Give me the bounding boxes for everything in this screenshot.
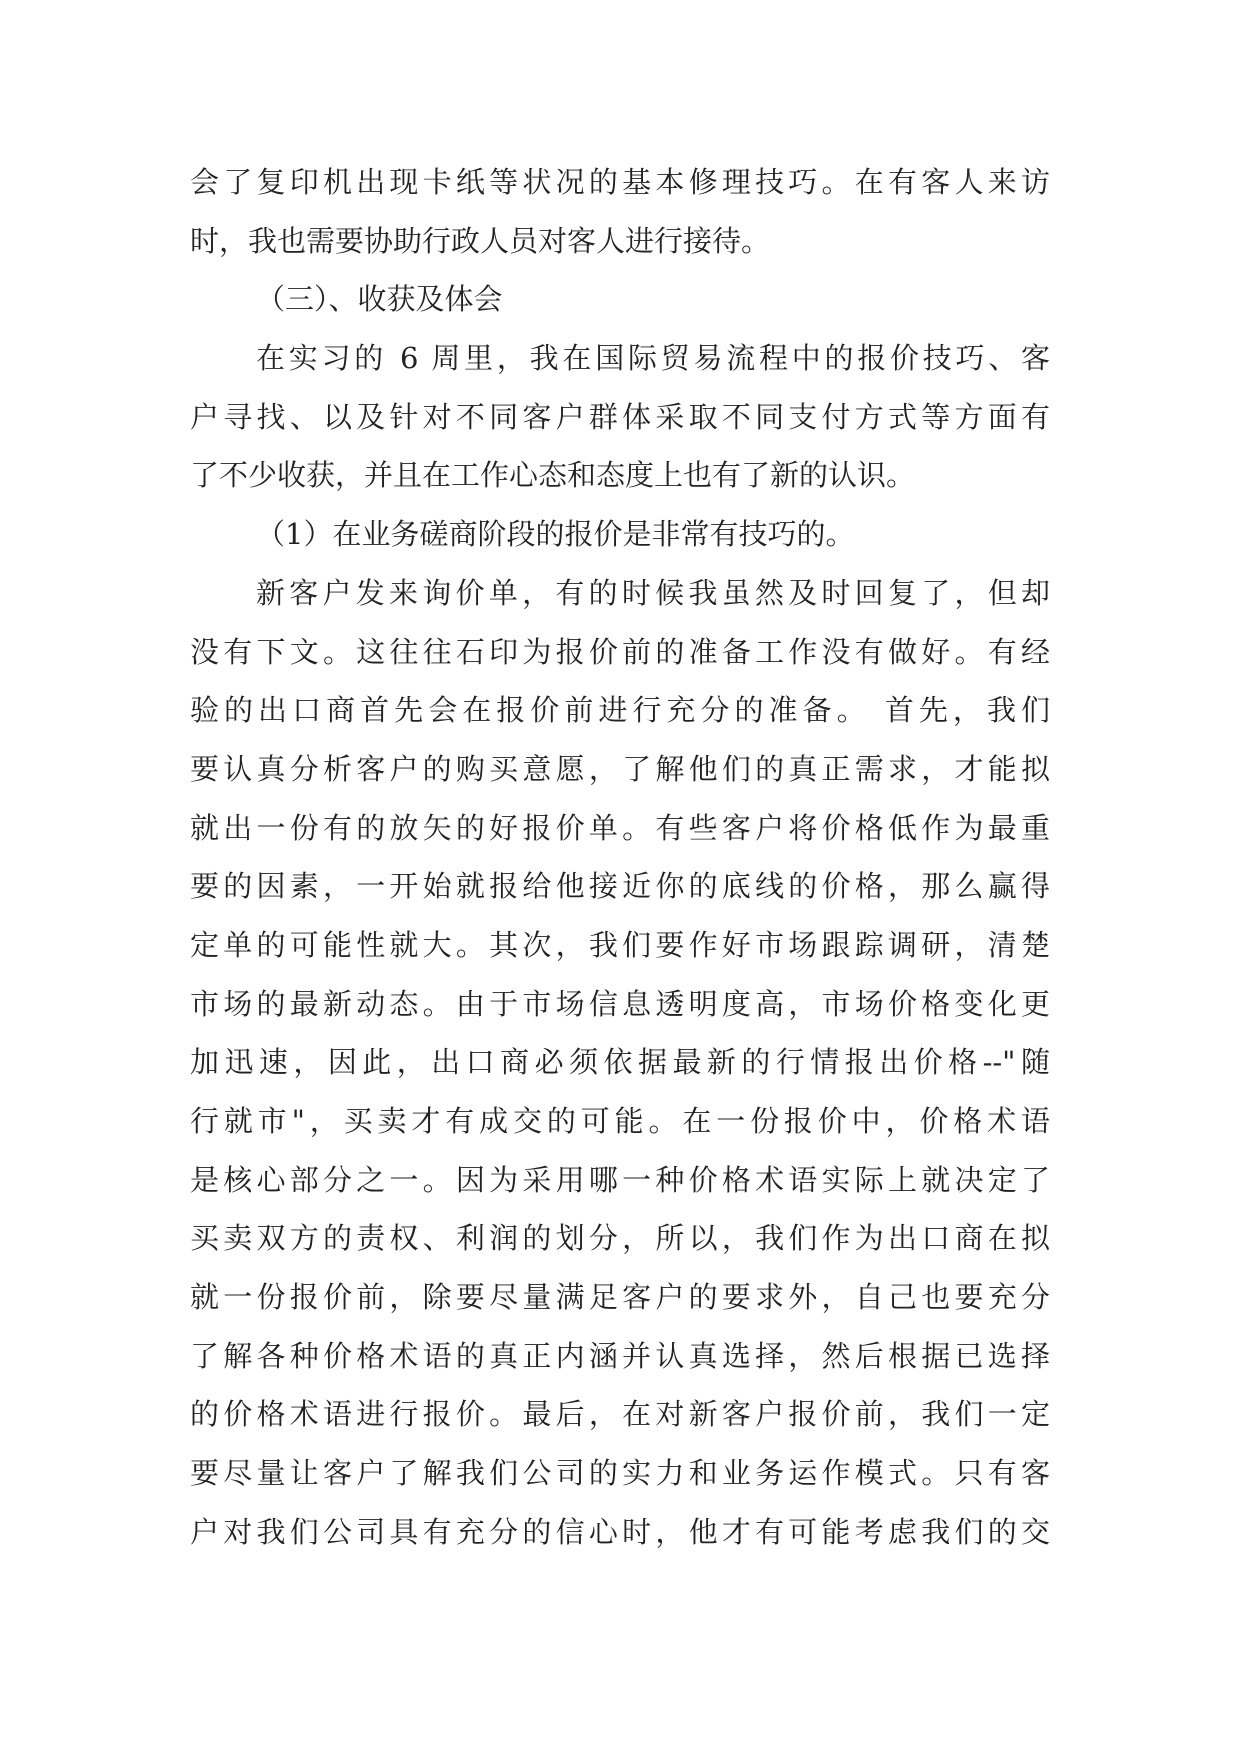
text-line: 市场的最新动态。由于市场信息透明度高，市场价格变化更 (190, 986, 1050, 1021)
text-line: 要的因素，一开始就报给他接近你的底线的价格，那么赢得 (190, 869, 1050, 904)
text-line: 在实习的 6 周里，我在国际贸易流程中的报价技巧、客 (256, 341, 1050, 376)
text-line: 没有下文。这往往石印为报价前的准备工作没有做好。有经 (190, 634, 1050, 669)
text-line: 户寻找、以及针对不同客户群体采取不同支付方式等方面有 (190, 399, 1050, 434)
text-line: 就出一份有的放矢的好报价单。有些客户将价格低作为最重 (190, 810, 1050, 845)
text-line: 验的出口商首先会在报价前进行充分的准备。 首先，我们 (190, 693, 1050, 728)
text-line: 要尽量让客户了解我们公司的实力和业务运作模式。只有客 (190, 1456, 1050, 1491)
text-line: 新客户发来询价单，有的时候我虽然及时回复了，但却 (256, 575, 1050, 610)
text-line: 行就市"，买卖才有成交的可能。在一份报价中，价格术语 (190, 1104, 1050, 1138)
text-line: 买卖双方的责权、利润的划分，所以，我们作为出口商在拟 (190, 1221, 1050, 1256)
text-line: 的价格术语进行报价。最后，在对新客户报价前，我们一定 (190, 1397, 1050, 1432)
text-line: 了解各种价格术语的真正内涵并认真选择，然后根据已选择 (190, 1338, 1050, 1373)
text-line: 了不少收获，并且在工作心态和态度上也有了新的认识。 (190, 458, 916, 493)
document-page (190, 153, 1050, 1562)
text-line: 是核心部分之一。因为采用哪一种价格术语实际上就决定了 (190, 1162, 1050, 1197)
text-line: 就一份报价前，除要尽量满足客户的要求外，自己也要充分 (190, 1280, 1050, 1315)
subsection-heading: （1）在业务磋商阶段的报价是非常有技巧的。 (256, 517, 855, 552)
text-line: 加迅速，因此，出口商必须依据最新的行情报出价格--"随 (190, 1045, 1050, 1080)
text-line: 户对我们公司具有充分的信心时，他才有可能考虑我们的交 (190, 1514, 1050, 1549)
text-line: 时，我也需要协助行政人员对客人进行接待。 (190, 223, 771, 258)
section-heading: （三）、收获及体会 (256, 282, 503, 317)
text-line: 会了复印机出现卡纸等状况的基本修理技巧。在有客人来访 (190, 165, 1050, 199)
text-line: 要认真分析客户的购买意愿，了解他们的真正需求，才能拟 (190, 751, 1050, 786)
text-line: 定单的可能性就大。其次，我们要作好市场跟踪调研，清楚 (190, 927, 1050, 962)
